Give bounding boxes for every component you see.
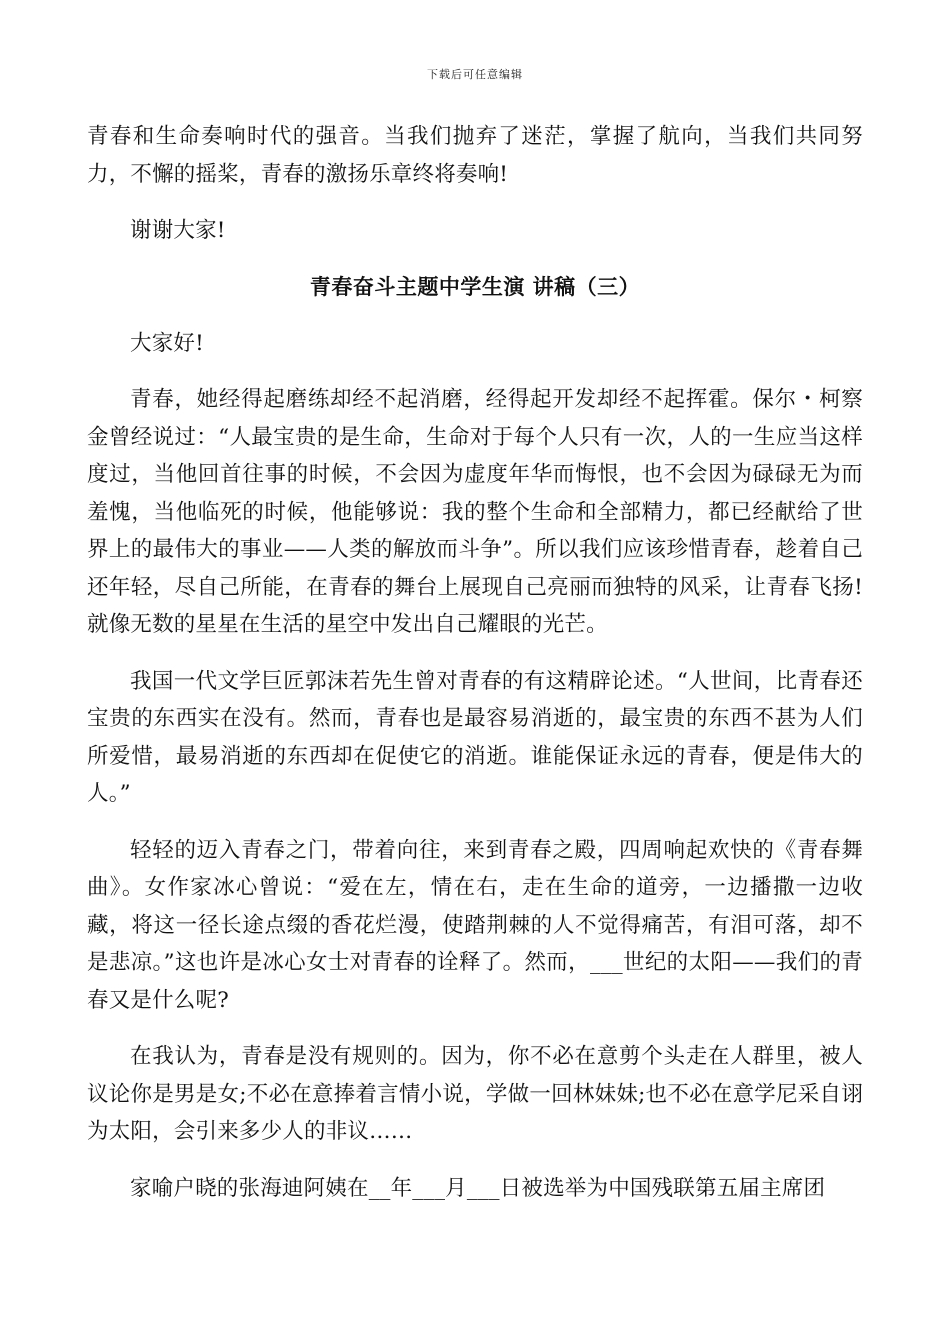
- header-note: 下载后可任意编辑: [427, 68, 523, 81]
- paragraph-thanks: 谢谢大家!: [130, 218, 226, 243]
- paragraph-greeting: 大家好!: [130, 330, 204, 356]
- paragraph-zhang-haidi: 家喻户晓的张海迪阿姨在__年___月___日被选举为中国残联第五届主席团: [130, 1175, 826, 1201]
- paragraph-bing-xin: 轻轻的迈入青春之门，带着向往，来到青春之殿，四周响起欢快的《青春舞曲》。女作家冰心曾说：“爱在左，情在右，走在生命的道旁，一边播撒一边收藏，将这一径长途点缀的香花烂漫，使踏荆棘的人不觉得痛苦，有泪可落，却不是悲凉。”这也许是冰心女士对青春的诠释了。然而，___世纪的太阳——我们的青春又是什么呢?: [87, 837, 863, 1013]
- paragraph-continued: 青春和生命奏响时代的强音。当我们抛弃了迷茫，掌握了航向，当我们共同努力，不懈的摇桨，青春的激扬乐章终将奏响!: [87, 124, 863, 187]
- paragraph-no-rules: 在我认为，青春是没有规则的。因为，你不必在意剪个头走在人群里，被人议论你是男是女;不必在意捧着言情小说，学做一回林妹妹;也不必在意学尼采自诩为太阳，会引来多少人的非议……: [87, 1044, 863, 1144]
- section-title: 青春奋斗主题中学生演 讲稿（三）: [309, 274, 641, 299]
- paragraph-guo-moruo: 我国一代文学巨匠郭沫若先生曾对青春的有这精辟论述。“人世间，比青春还宝贵的东西实在没有。然而，青春也是最容易消逝的，最宝贵的东西不甚为人们所爱惜，最易消逝的东西却在促使它的消逝。谁能保证永远的青春，便是伟大的人。”: [87, 668, 863, 806]
- document-body: [87, 118, 863, 1226]
- paragraph-youth-quote: 青春，她经得起磨练却经不起消磨，经得起开发却经不起挥霍。保尔・柯察金曾经说过：“人最宝贵的是生命，生命对于每个人只有一次，人的一生应当这样度过，当他回首往事的时候，不会因为虚度年华而悔恨，也不会因为碌碌无为而羞愧，当他临死的时候，他能够说：我的整个生命和全部精力，都已经献给了世界上的最伟大的事业——人类的解放而斗争”。所以我们应该珍惜青春，趁着自己还年轻，尽自己所能，在青春的舞台上展现自己亮丽而独特的风采，让青春飞扬!就像无数的星星在生活的星空中发出自己耀眼的光芒。: [87, 387, 863, 637]
